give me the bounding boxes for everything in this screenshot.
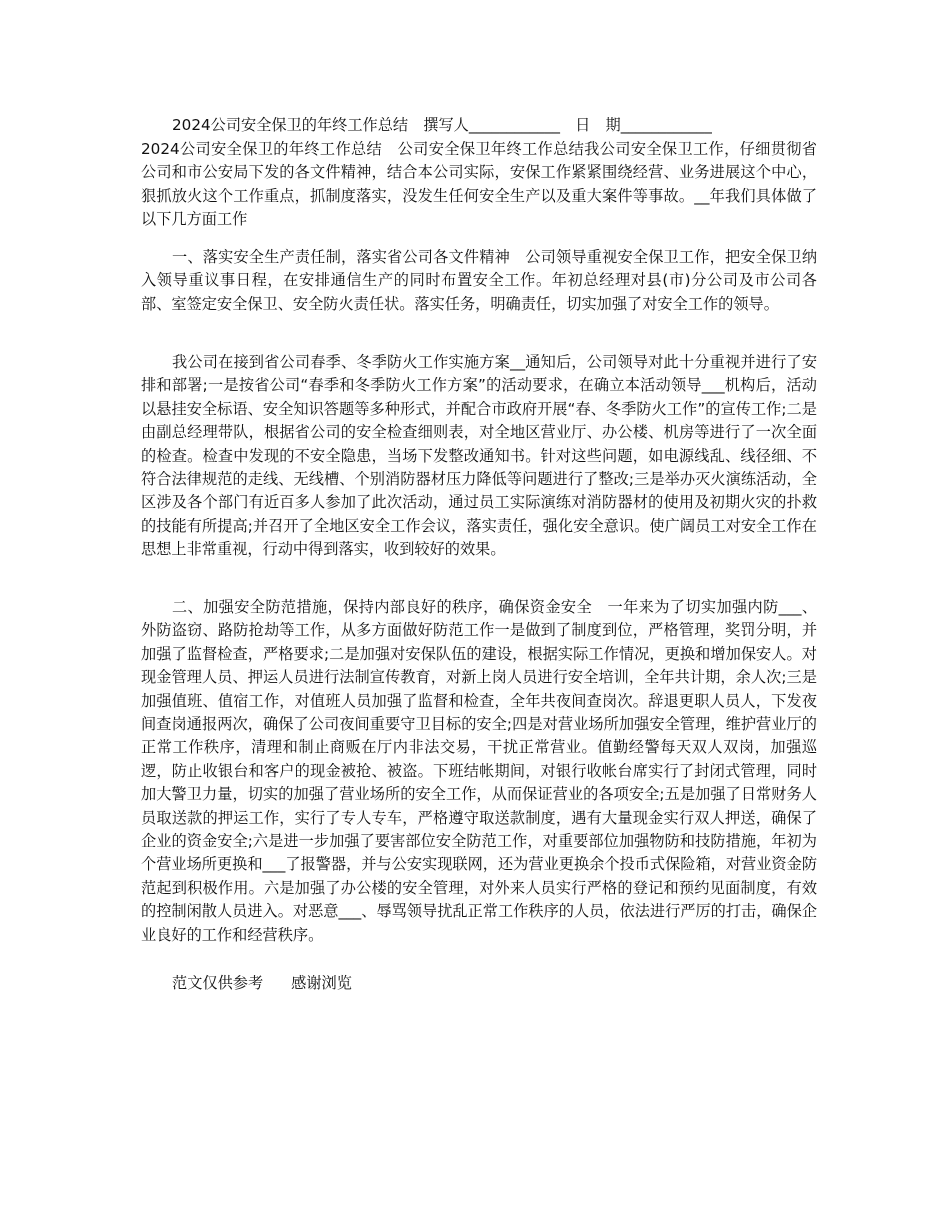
document-header-line: 2024公司安全保卫的年终工作总结 撰写人____________ 日 期____________ <box>172 116 712 134</box>
footer-thanks-note: 感谢浏览 <box>291 974 352 992</box>
section-1-paragraph: 一、落实安全生产责任制，落实省公司各文件精神 公司领导重视安全保卫工作，把安全保卫纳入领导重议事日程，在安排通信生产的同时布置安全工作。年初总经理对县(市)分公司及市公司各部、室签定安全保卫、安全防火责任状。落实任务，明确责任，切实加强了对安全工作的领导。 <box>141 248 817 313</box>
document-footer <box>172 972 352 995</box>
section-2-paragraph: 我公司在接到省公司春季、冬季防火工作实施方案__通知后，公司领导对此十分重视并进行了安排和部署;一是按省公司“春季和冬季防火工作方案”的活动要求，在确立本活动领导___机构后，活动以悬挂安全标语、安全知识答题等多种形式，并配合市政府开展“春、冬季防火工作”的宣传工作;二是由副总经理带队，根据省公司的安全检查细则表，对全地区营业厅、办公楼、机房等进行了一次全面的检查。检查中发现的不安全隐患，当场下发整改通知书。针对这些问题，如电源线乱、线径细、不符合法律规范的走线、无线槽、个别消防器材压力降低等问题进行了整改;三是举办灭火演练活动，全区涉及各个部门有近百多人参加了此次活动，通过员工实际演练对消防器材的使用及初期火灾的扑救的技能有所提高;并召开了全地区安全工作会议，落实责任，强化安全意识。使广阔员工对安全工作在思想上非常重视，行动中得到落实，收到较好的效果。 <box>141 353 817 559</box>
intro-paragraph: 2024公司安全保卫的年终工作总结 公司安全保卫年终工作总结我公司安全保卫工作，仔细贯彻省公司和市公安局下发的各文件精神，结合本公司实际，安保工作紧紧围绕经营、业务进展这个中心，狠抓放火这个工作重点，抓制度落实，没发生任何安全生产以及重大案件等事故。__年我们具体做了以下几方面工作 <box>141 140 817 229</box>
section-3-paragraph: 二、加强安全防范措施，保持内部良好的秩序，确保资金安全 一年来为了切实加强内防___、外防盗窃、路防抢劫等工作，从多方面做好防范工作一是做到了制度到位，严格管理，奖罚分明，并加强了监督检查，严格要求;二是加强对安保队伍的建设，根据实际工作情况，更换和增加保安人。对现金管理人员、押运人员进行法制宣传教育，对新上岗人员进行安全培训，全年共计期，余人次;三是加强值班、值宿工作，对值班人员加强了监督和检查，全年共夜间查岗次。辞退更职人员人，下发夜间查岗通报两次，确保了公司夜间重要守卫目标的安全;四是对营业场所加强安全管理，维护营业厅的正常工作秩序，清理和制止商贩在厅内非法交易，干扰正常营业。值勤经警每天双人双岗，加强巡逻，防止收银台和客户的现金被抢、被盗。下班结帐期间，对银行收帐台席实行了封闭式管理，同时加大警卫力量，切实的加强了营业场所的安全工作，从而保证营业的各项安全;五是加强了日常财务人员取送款的押运工作，实行了专人专车，严格遵守取送款制度，遇有大量现金实行双人押送，确保了企业的资金安全;六是进一步加强了要害部位安全防范工作，对重要部位加强物防和技防措施，年初为个营业场所更换和___了报警器，并与公安实现联网，还为营业更换余个投币式保险箱，对营业资金防范起到积极作用。六是加强了办公楼的安全管理，对外来人员实行严格的登记和预约见面制度，有效的控制闲散人员进入。对恶意___、辱骂领导扰乱正常工作秩序的人员，依法进行严厉的打击，确保企业良好的工作和经营秩序。 <box>141 598 817 944</box>
footer-reference-note: 范文仅供参考 <box>172 974 264 992</box>
